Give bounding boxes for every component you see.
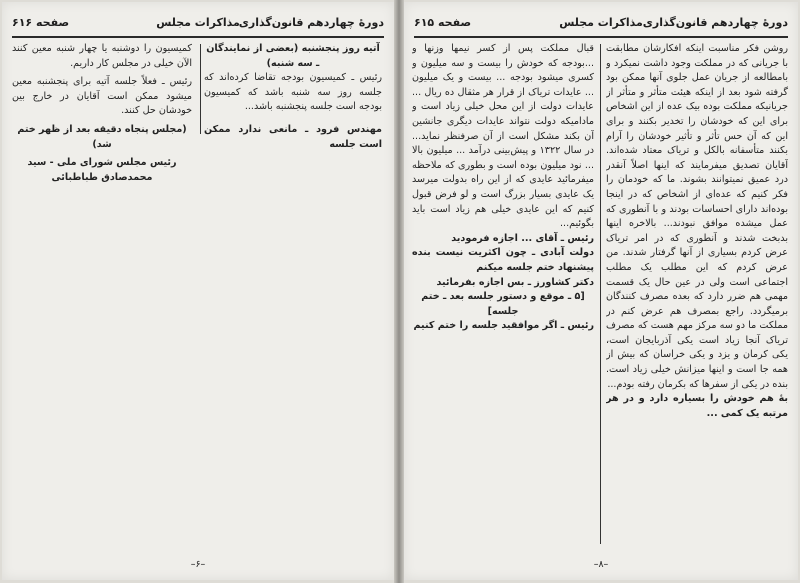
header-title: مذاکرات مجلس <box>559 16 643 29</box>
speaker-line: رئیس ـ آقای ... اجازه فرمودید <box>451 232 594 244</box>
speaker-line: رئیس ـ اگر موافقید جلسه را ختم کنیم <box>413 320 594 332</box>
left-column <box>12 42 192 185</box>
agenda-title: آتیه روز پنجشنبه (بعضی از نمایندگان ـ سه شنبه) <box>206 43 380 69</box>
header-rule <box>414 36 788 38</box>
header-session: دورهٔ چهاردهم قانون‌گذاری <box>238 16 384 29</box>
right-page <box>404 2 798 580</box>
agenda-heading: [۵ ـ موقع و دستور جلسه بعد ـ ختم جلسه] <box>421 291 585 317</box>
speaker-line: مهندس فرود ـ مانعی ندارد ممکن است جلسه <box>204 123 382 150</box>
closing-note: (مجلس پنجاه دقیقه بعد از ظهر ختم شد) <box>17 123 187 150</box>
book-gutter <box>394 0 404 583</box>
column-text: قبال مملکت پس از کسر نیمها وزنها و ...بودجه که خودش را بیست و سه میلیون و کسری میشود بودجه ... بیست و یک میلیون ... عایدات تریاک از قرار هر مثقال ده ریال ... عایدات دولت از این محل خیلی زیاد است و مادامیکه دولت نتواند عایدات دیگری جانشین آن بکند مشکل است از آن صرفنظر نماید... در سال ۱۳۲۲ و پیش‌بینی درآمد ... میلیون بالا ... نود میلیون بوده است و بطوری که ملاحظه میفرمائید عایدی که از این راه بدولت میرسد یک عایدی بسیار بزرگ است و لو فرض قبول کنیم که این عایدی خیلی هم زیاد است باید بگوئیم... <box>412 43 594 230</box>
page-footer-number: –۸– <box>593 559 609 570</box>
signature: رئیس مجلس شورای ملی - سید محمدصادق طباطبائی <box>27 157 177 183</box>
column-rule <box>600 44 601 544</box>
column-text: کمیسیون را دوشنبه یا چهار شنبه معین کنند الآن خیلی در مجلس کار داریم. <box>12 43 192 69</box>
header-page-number: صفحه ۶۱۵ <box>414 16 472 29</box>
page-header <box>12 16 384 34</box>
column-text: رئیس ـ کمیسیون بودجه تقاضا کرده‌اند که جلسه روز سه شنبه باشد که کمیسیون بودجه است جلسه پنجشنبه باشد... <box>204 72 382 113</box>
page-header <box>414 16 788 34</box>
page-footer-number: –۶– <box>190 559 206 570</box>
closing-line: بهٔ هم خودش را بسیاره دارد و در هر مرتبه یک کمی ... <box>606 393 788 419</box>
left-page <box>2 2 394 580</box>
speaker-line: دولت آبادی ـ چون اکثریت نیست بنده پیشنهاد ختم جلسه میکنم <box>412 247 594 273</box>
right-column <box>606 42 788 542</box>
header-page-number: صفحه ۶۱۶ <box>12 16 70 29</box>
header-title: مذاکرات مجلس <box>156 16 240 29</box>
header-session: دورهٔ چهاردهم قانون‌گذاری <box>642 16 788 29</box>
column-text: روشن فکر مناسبت اینکه افکارشان مطابقت با جریانی که در مملکت وجود داشت نمیکرد و بامطالعه از جریان عمل جلوی آنها ممکن بود گرفته شود بعد از اینکه هیئت متأثر و متأثر از جریانیکه مملکت بوده بیک عده از این اشخاص برای این که خودشان را تخدیر بکنند و برای این که آن حس تأثر و تأثیر خودشان را آرام بکنند متأسفانه بالکل و تریاک معتاد شده‌اند. آقایان تصدیق میفرمایند که اینها اصلاً آنقدر درد عمیق نمیتوانند بشوند. ما که خودمان را فکر کنیم که عده‌ای از اشخاص که در اینجا بوده‌اند دارای احساسات بودند و با آنطوری که عمل میشده موافق نبودند... بالاخره اینها بدبخت شدند و آنطوری که در امر تریاک عرض کردم بسیاری از آنها گرفتار شدند. من عرض کردم که این مطلب یک مطلب اجتماعی است ولی در عین حال یک قسمت مهمی هم ضرر دارد که بعده مصرف کنندگان برمیگردد. راجع بمصرف هم عرض کنم در مملکت ما دو سه مرکز مهم هست که مصرف تریاک آنجا زیاد است یکی آذربایجان است، یکی کرمان و یزد و یکی خراسان که بیش از همه جا است و اینها میزانش خیلی زیاد است. بنده در یکی از سفرها که بکرمان رفته بودم... <box>606 43 788 390</box>
announcement: رئیس ـ فعلاً جلسه آتیه برای پنجشنبه معین میشود ممکن است آقایان در خارج بین خودشان حل کنند. <box>12 76 192 117</box>
right-column <box>204 42 382 152</box>
header-rule <box>12 36 384 38</box>
speaker-line: دکتر کشاورز ـ بس اجازه بفرمائید <box>436 276 594 288</box>
left-column <box>412 42 594 552</box>
column-rule <box>200 44 201 134</box>
